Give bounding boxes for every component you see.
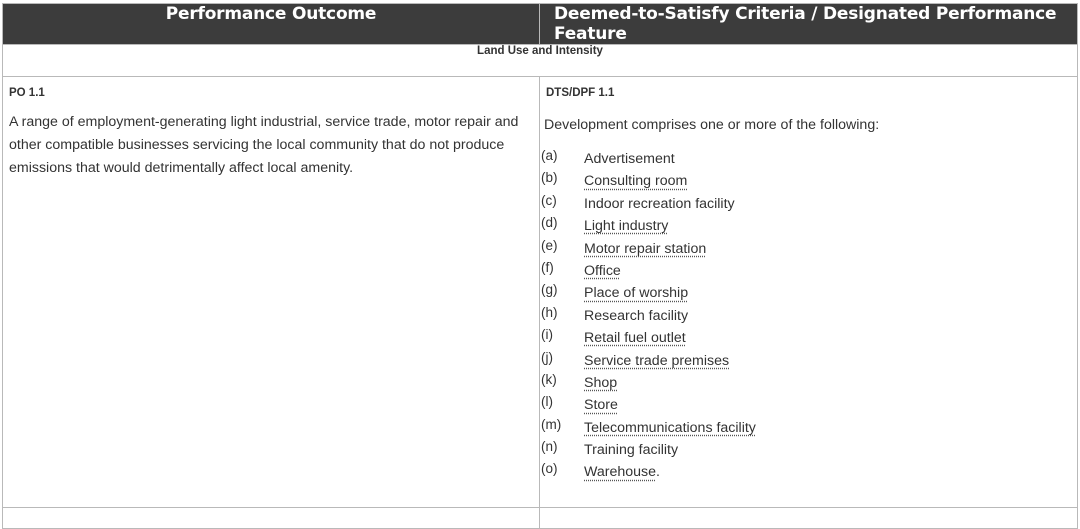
criteria-item-label: (c): [541, 192, 557, 208]
criteria-item-link[interactable]: Service trade premises: [584, 352, 730, 369]
criteria-item-label: (k): [541, 371, 557, 387]
criteria-item-link[interactable]: Place of worship: [584, 285, 689, 302]
criteria-item-label: (d): [541, 215, 558, 231]
criteria-item: [540, 192, 1077, 218]
section-title: Land Use and Intensity: [3, 45, 1078, 77]
dts-reference: DTS/DPF 1.1: [546, 87, 615, 99]
criteria-item-label: (l): [541, 394, 553, 410]
criteria-item: [540, 215, 1077, 240]
criteria-item-link[interactable]: Office: [584, 262, 621, 279]
header-dts-criteria: Deemed-to-Satisfy Criteria / Designated Performance Feature: [540, 4, 1078, 45]
criteria-item-label: (j): [541, 349, 553, 365]
criteria-item-label: (m): [541, 416, 562, 432]
next-row-left: [3, 508, 540, 529]
criteria-item-text: Advertisement: [584, 151, 675, 167]
next-row: [3, 508, 1078, 529]
criteria-item-label: (b): [541, 170, 558, 186]
criteria-item-label: (g): [541, 282, 558, 298]
criteria-item-label: (e): [541, 237, 558, 253]
criteria-item: [540, 304, 1077, 330]
header-row: [3, 4, 1078, 45]
section-row: [3, 45, 1078, 77]
criteria-item-label: (a): [541, 148, 558, 163]
criteria-item-link[interactable]: Retail fuel outlet: [584, 330, 686, 347]
criteria-item-label: (h): [541, 304, 558, 320]
criteria-item: [540, 170, 1077, 195]
criteria-item-label: (o): [541, 461, 558, 477]
criteria-item: [540, 394, 1077, 419]
criteria-item-label: (i): [541, 327, 553, 343]
criteria-item-label: (n): [541, 439, 558, 455]
criteria-item: [540, 237, 1077, 263]
criteria-list: [540, 148, 1077, 487]
criteria-item-text: Indoor recreation facility: [584, 195, 735, 212]
dts-intro: Development comprises one or more of the following:: [544, 117, 880, 133]
criteria-table: [2, 3, 1078, 529]
criteria-item-link[interactable]: Motor repair station: [584, 240, 707, 257]
criteria-item-link[interactable]: Light industry: [584, 218, 669, 235]
criteria-item-label: (f): [541, 259, 554, 275]
criteria-item-link[interactable]: Warehouse: [584, 464, 657, 481]
po-description: A range of employment-generating light industrial, service trade, motor repair and other compatible businesses servicing the local community that do not produce emissions that would detrimentally affect local amenity.: [9, 114, 519, 176]
criteria-item-text: Research facility: [584, 307, 689, 324]
criteria-item: [540, 416, 1077, 442]
criteria-item-link[interactable]: Consulting room: [584, 173, 688, 190]
criteria-item: [540, 282, 1077, 307]
dts-criteria-cell: [540, 77, 1078, 508]
criteria-item-text: Training facility: [584, 442, 679, 459]
criteria-item: [540, 439, 1077, 464]
criteria-item-link[interactable]: Shop: [584, 374, 618, 391]
criteria-item-link[interactable]: Store: [584, 397, 618, 414]
next-row-right: [540, 508, 1078, 529]
criteria-item: [540, 461, 1077, 486]
criteria-item: [540, 371, 1077, 397]
criteria-item-link[interactable]: Telecommunications facility: [584, 419, 756, 436]
criteria-item: [540, 327, 1077, 352]
po-reference: PO 1.1: [9, 87, 45, 99]
criteria-item: [540, 148, 1077, 173]
performance-outcome-cell: [3, 77, 540, 508]
criteria-item-suffix: .: [656, 464, 660, 481]
body-row: [3, 77, 1078, 508]
header-performance-outcome: Performance Outcome: [3, 4, 540, 45]
criteria-item: [540, 349, 1077, 375]
criteria-item: [540, 259, 1077, 285]
